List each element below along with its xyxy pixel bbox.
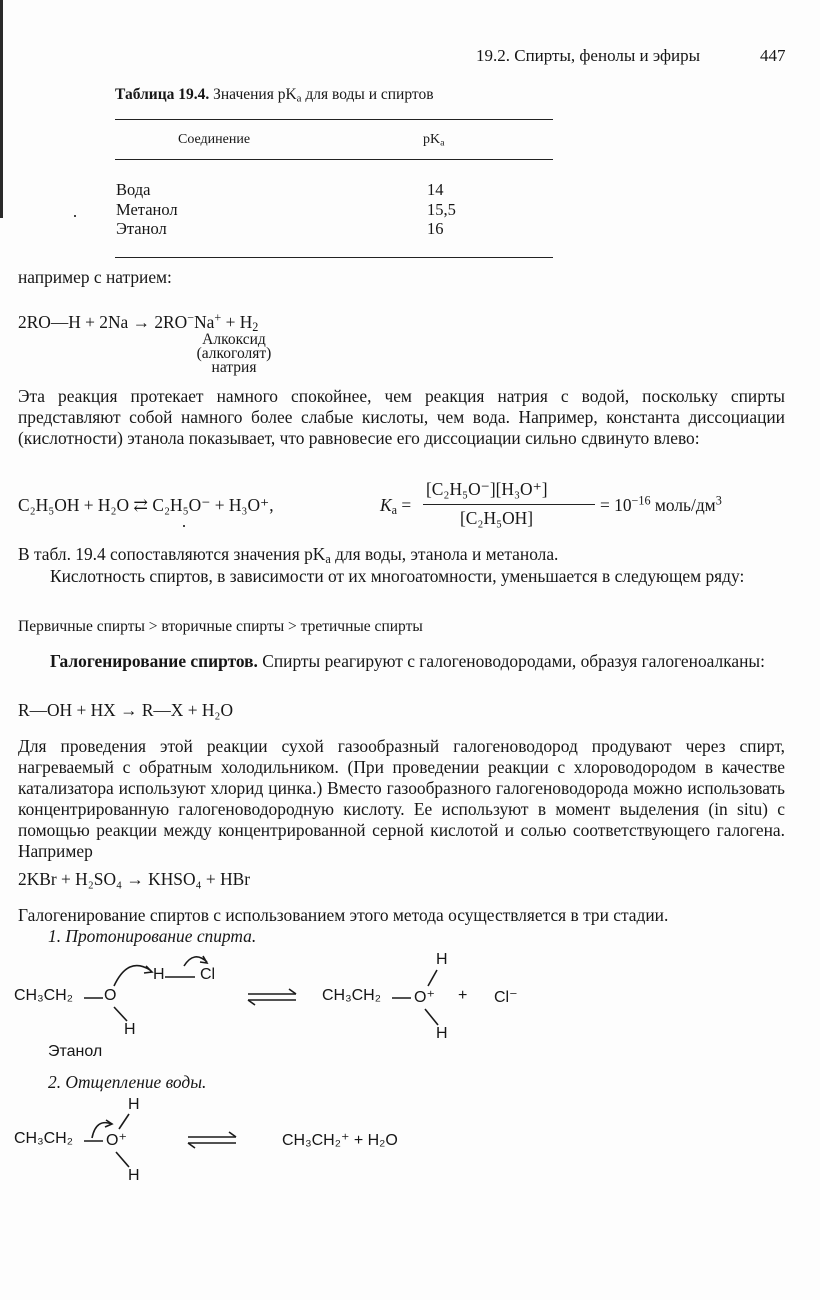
ka-sub: a — [391, 503, 398, 518]
para2-b: для воды, этанола и метанола. — [330, 544, 559, 564]
bond-o-h-bottom — [425, 1009, 438, 1025]
table-cell-compound: Вода — [116, 180, 151, 199]
equation-sodium: 2RO—H + $2Na \to 2RO^-Na^+ + H_2$ — [18, 310, 259, 335]
table-cell-pka: 15,5 — [427, 200, 456, 219]
paragraph-acidity: Эта реакция протекает намного спокойнее, чем реакция натрия с водой, поскольку спирты представляют собой намного более слабые кислоты, чем вода. Например, константа диссоциации (кислотности) этанола показывает, что равновесие его диссоциации сильно сдвинуто влево: — [18, 386, 785, 448]
step-1-title: 1. Протонирование спирта. — [48, 926, 257, 946]
ka-denominator: [C₂H₅OH] — [460, 508, 533, 528]
table-cell-pka: 16 — [427, 219, 444, 238]
eq1-b: Na — [194, 312, 215, 332]
bond-o-h — [114, 1007, 127, 1021]
table-cell-compound: Метанол — [116, 200, 178, 219]
curved-arrow-o-to-h — [114, 966, 150, 986]
s1-oxonium: O⁺ — [414, 989, 435, 1006]
table-header-pka-sub: a — [440, 137, 445, 149]
para2-a: В табл. 19.4 сопоставляются значения pK — [18, 544, 326, 564]
table-caption-label: Таблица 19.4. — [115, 86, 210, 103]
ka-unit: моль/дм — [650, 495, 716, 515]
para2-sub: a — [325, 552, 331, 567]
table-cell-pka: 14 — [427, 180, 444, 199]
halogenation-text: Спирты реагируют с галогеноводородами, образуя галогеноалканы: — [257, 651, 765, 671]
ka-symbol: $K_a$ = — [380, 495, 412, 518]
s2-products: CH₃CH₂⁺ + H₂O — [282, 1132, 398, 1149]
s1-ethyl: CH₃CH₂ — [14, 987, 73, 1004]
s2-oxonium: O⁺ — [106, 1132, 127, 1149]
eq1-a: 2RO—H + 2Na → 2RO — [18, 312, 188, 332]
hcl-chlorine: Cl — [200, 966, 216, 983]
s2-h-top: H — [128, 1096, 140, 1113]
s1-product-ethyl: CH₃CH₂ — [322, 987, 381, 1004]
equation-hbr: 2KBr + H₂SO₄ → KHSO₄ + HBr — [18, 869, 251, 889]
running-title: 19.2. Спирты, фенолы и эфиры — [476, 46, 701, 65]
s1-oxonium-h-bottom: H — [436, 1025, 448, 1042]
paragraph-method: Для проведения этой реакции сухой газообразный галогеноводород продувают через спирт, нагреваемый с обратным холодильником. (При проведении реакции с хлороводородом в качестве катализатора используют хлорид цинка.) Вместо газообразного галогеноводорода можно использовать концентрированную галогеноводородную кислоту. Ее используют в момент выделения (in situ) с помощью реакции между концентрированной серной кислотой и солью соответствующего галогена. Например — [18, 736, 785, 861]
ka-numerator: [C₂H₅O⁻][H₃O⁺] — [426, 479, 548, 499]
ethanol-label: Этанол — [48, 1043, 103, 1060]
s2-h-bottom: H — [128, 1167, 140, 1184]
table-header-pka-text: pK — [423, 132, 441, 147]
s1-plus: + — [458, 987, 468, 1004]
eq1-c: + H — [221, 312, 253, 332]
table-cell-compound: Этанол — [116, 219, 167, 238]
paragraph-stages: Галогенирование спиртов с использованием этого метода осуществляется в три стадии. — [18, 905, 669, 925]
s1-oxonium-h-top: H — [436, 951, 448, 968]
acidity-series: Первичные спирты > вторичные спирты > третичные спирты — [18, 618, 423, 635]
ka-exp: −16 — [631, 493, 651, 508]
s1-hydrogen: H — [124, 1021, 136, 1038]
paragraph-series-intro: Кислотность спиртов, в зависимости от их многоатомности, уменьшается в следующем ряду: — [50, 566, 745, 586]
sodium-intro: например с натрием: — [18, 267, 172, 287]
page-number: 447 — [760, 46, 786, 65]
table-caption-tail: для воды и спиртов — [305, 86, 434, 103]
ka-k: K — [380, 495, 392, 515]
bond-o-h-top — [428, 970, 437, 986]
alkoxide-line: натрия — [211, 359, 257, 376]
table-caption-text: Значения pK — [213, 86, 297, 103]
hcl-hydrogen: H — [153, 966, 165, 983]
chloride-ion: Cl⁻ — [494, 989, 518, 1006]
s2-ethyl: CH₃CH₂ — [14, 1130, 73, 1147]
table-caption-sub: a — [296, 92, 302, 105]
s1-oxygen: O — [104, 987, 117, 1004]
bond-o-h-bottom — [116, 1152, 129, 1167]
halogenation-heading: Галогенирование спиртов. — [50, 651, 258, 671]
ka-value-a: = 10 — [600, 495, 632, 515]
bond-o-h-top — [119, 1114, 129, 1129]
alkoxide-line: Алкоксид — [202, 331, 266, 348]
equation-halogenation: R—OH + HX → R—X + H₂O — [18, 700, 234, 720]
alkoxide-line: (алкоголят) — [196, 345, 272, 362]
ka-unit-exp: 3 — [715, 493, 722, 508]
table-header-compound: Соединение — [178, 132, 251, 147]
step-2-title: 2. Отщепление воды. — [48, 1072, 207, 1092]
equation-dissociation: C₂H₅OH + H₂O ⇄ C₂H₅O⁻ + H₃O⁺, — [18, 495, 274, 515]
